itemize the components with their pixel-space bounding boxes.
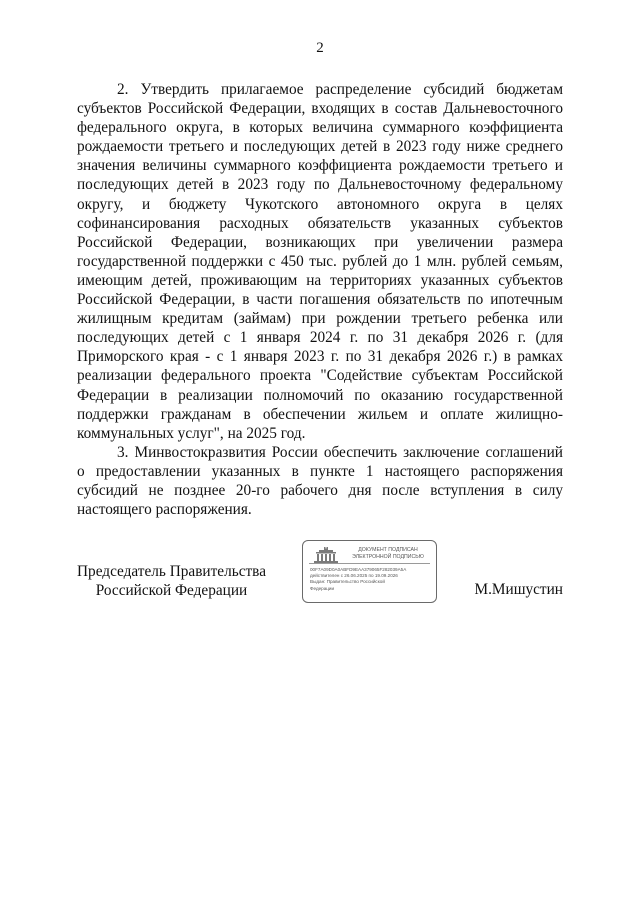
stamp-details	[310, 567, 432, 592]
electronic-signature-stamp	[302, 540, 437, 603]
stamp-title	[343, 547, 433, 561]
stamp-title-line1: ДОКУМЕНТ ПОДПИСАН	[358, 547, 418, 553]
signatory-name: М.Мишустин	[474, 581, 563, 598]
paragraph-item-3: 3. Минвостокразвития России обеспечить заключение соглашений о предоставлении указанных в пункте 1 настоящего распоряжения субсидий не позднее 20-го рабочего дня после вступления в силу настоящего распоряжения.	[77, 443, 563, 519]
signatory-title-line1: Председатель Правительства	[77, 563, 266, 580]
stamp-title-line2: ЭЛЕКТРОННОЙ ПОДПИСЬЮ	[352, 554, 424, 560]
stamp-issuer-line2: Федерации	[310, 585, 335, 591]
stamp-divider	[309, 563, 430, 564]
government-building-icon	[313, 547, 339, 563]
signatory-title-line2: Российской Федерации	[95, 582, 248, 599]
paragraph-item-2: 2. Утвердить прилагаемое распределение субсидий бюджетам субъектов Российской Федерации, входящих в состав Дальневосточного федерального округа, в которых величина суммарного коэффициента рождаемости третьего и последующих детей в 2023 году ниже среднего значения величины суммарного коэффициента рождаемости третьего и последующих детей в 2023 году по Дальневосточному федеральному округу, и бюджету Чукотского автономного округа в целях софинансирования расходных обязательств указанных субъектов Российской Федерации, возникающих при увеличении размера государственной поддержки с 450 тыс. рублей до 1 млн. рублей семьям, имеющим детей, проживающим на территориях указанных субъектов Российской Федерации, в части погашения обязательств по ипотечным жилищным кредитам (займам) при рождении третьего ребенка или последующих детей с 1 января 2024 г. по 31 декабря 2026 г. (для Приморского края - с 1 января 2023 г. по 31 декабря 2026 г.) в рамках реализации федерального проекта "Содействие субъектам Российской Федерации в реализации полномочий по оказанию государственной поддержки гражданам в обеспечении жильем и оплате жилищно-коммунальных услуг", на 2025 год.	[77, 81, 563, 442]
document-body	[77, 80, 563, 519]
page-number: 2	[316, 40, 324, 56]
stamp-certificate-number: 00F7A09D0A0ABFD9EAA379065F282039A5A	[310, 567, 407, 572]
stamp-validity: действителен с 26.06.2025 по 19.09.2026	[310, 573, 398, 579]
stamp-issuer-line1: Выдан: Правительство Российской	[310, 579, 385, 585]
signature-block	[0, 540, 640, 620]
signatory-title	[77, 562, 266, 600]
